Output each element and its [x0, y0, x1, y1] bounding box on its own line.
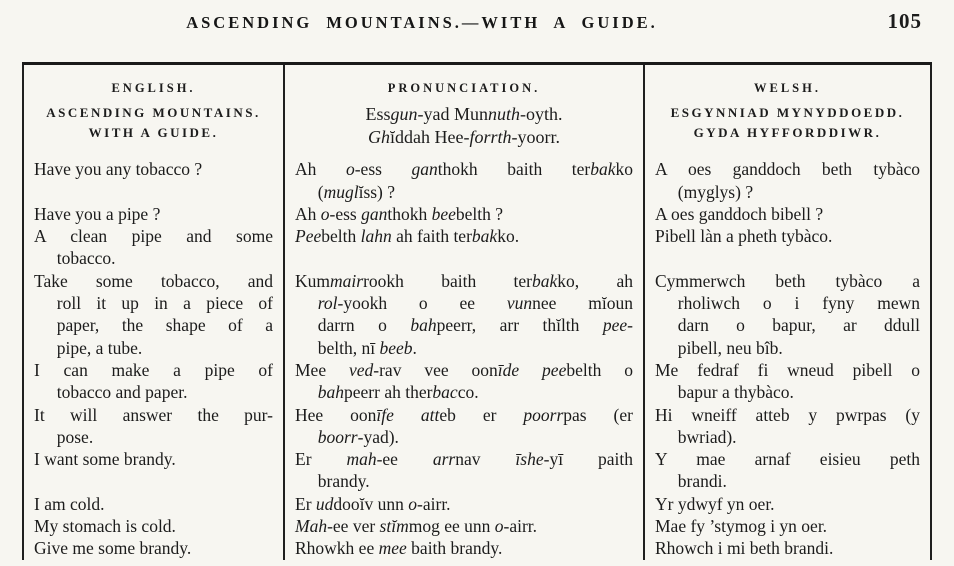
phrase-cell-english: Have you a pipe ?: [23, 203, 284, 225]
phrase-cell-english: A clean pipe and some tobacco.: [23, 225, 284, 270]
phrase-cell-welsh: Me fedraf fi wneud pibell o bapur a thybàco.: [644, 359, 931, 404]
phrase-row: [23, 359, 931, 404]
phrase-cell-english: Take some tobacco, and roll it up in a piece of paper, the shape of a pipe, a tube.: [23, 270, 284, 359]
column-header-row: [23, 64, 931, 104]
phrase-cell-welsh: Hi wneiff atteb y pwrpas (y bwriad).: [644, 404, 931, 449]
page-number: 105: [887, 9, 922, 33]
column-header-welsh: WELSH.: [644, 64, 931, 104]
section-title-pronunciation: Essgun-yad Munnuth-oyth. Ghĭddah Hee-forrth-yoorr.: [284, 103, 644, 158]
phrase-row: [23, 493, 931, 515]
phrase-cell-welsh: Cymmerwch beth tybàco a rholiwch o i fyny mewn darn o bapur, ar ddull pibell, neu bîb.: [644, 270, 931, 359]
phrase-cell-english: Have you any tobacco ?: [23, 158, 284, 203]
section-subheader-row: [23, 103, 931, 158]
phrase-row: [23, 404, 931, 449]
phrase-cell-welsh: Pibell làn a pheth tybàco.: [644, 225, 931, 270]
phrase-cell-welsh: Mae fy ’stymog i yn oer.: [644, 515, 931, 537]
phrase-cell-pronunciation: Kummairrookh baith terbakko, ah rol-yookh o ee vunnee mĭoun darrn o bahpeerr, arr thĭlth pee- belth, nī beeb.: [284, 270, 644, 359]
phrase-cell-pronunciation: Er uddooĭv unn o-airr.: [284, 493, 644, 515]
phrase-cell-pronunciation: Hee oonīfe atteb er poorrpas (er boorr-yad).: [284, 404, 644, 449]
phrase-cell-welsh: Y mae arnaf eisieu peth brandi.: [644, 448, 931, 493]
phrase-cell-pronunciation: Ah o-ess ganthokh beebelth ?: [284, 203, 644, 225]
phrase-cell-welsh: Yr ydwyf yn oer.: [644, 493, 931, 515]
page-header: [0, 0, 954, 50]
phrase-row: [23, 203, 931, 225]
phrase-cell-pronunciation: Peebelth lahn ah faith terbakko.: [284, 225, 644, 270]
phrase-cell-pronunciation: Mah-ee ver stĭmmog ee unn o-airr.: [284, 515, 644, 537]
phrase-cell-welsh: A oes ganddoch bibell ?: [644, 203, 931, 225]
column-header-english: ENGLISH.: [23, 64, 284, 104]
phrase-row: [23, 270, 931, 359]
phrase-cell-english: My stomach is cold.: [23, 515, 284, 537]
phrase-row: [23, 158, 931, 203]
phrase-cell-pronunciation: Ah o-ess ganthokh baith terbakko (muglĭss) ?: [284, 158, 644, 203]
running-head: ASCENDING MOUNTAINS.—WITH A GUIDE.: [186, 13, 658, 32]
phrase-row: [23, 225, 931, 270]
section-title-english: ASCENDING MOUNTAINS. WITH A GUIDE.: [23, 103, 284, 158]
section-title-welsh: ESGYNNIAD MYNYDDOEDD. GYDA HYFFORDDIWR.: [644, 103, 931, 158]
phrase-row: [23, 515, 931, 537]
phrase-row: [23, 537, 931, 559]
phrase-table: [22, 62, 932, 560]
phrase-cell-english: I can make a pipe of tobacco and paper.: [23, 359, 284, 404]
phrase-row: [23, 448, 931, 493]
phrase-cell-pronunciation: Er mah-ee arrnav īshe-yī paith brandy.: [284, 448, 644, 493]
phrase-cell-english: I want some brandy.: [23, 448, 284, 493]
phrase-cell-english: It will answer the pur- pose.: [23, 404, 284, 449]
phrase-cell-pronunciation: Mee ved-rav vee oonīde peebelth o bahpeerr ah therbacco.: [284, 359, 644, 404]
phrase-cell-english: I am cold.: [23, 493, 284, 515]
phrase-cell-welsh: A oes ganddoch beth tybàco (myglys) ?: [644, 158, 931, 203]
phrase-cell-pronunciation: Rhowkh ee mee baith brandy.: [284, 537, 644, 559]
column-header-pronunciation: PRONUNCIATION.: [284, 64, 644, 104]
phrase-table-body: [23, 158, 931, 559]
phrase-cell-english: Give me some brandy.: [23, 537, 284, 559]
phrase-cell-welsh: Rhowch i mi beth brandi.: [644, 537, 931, 559]
